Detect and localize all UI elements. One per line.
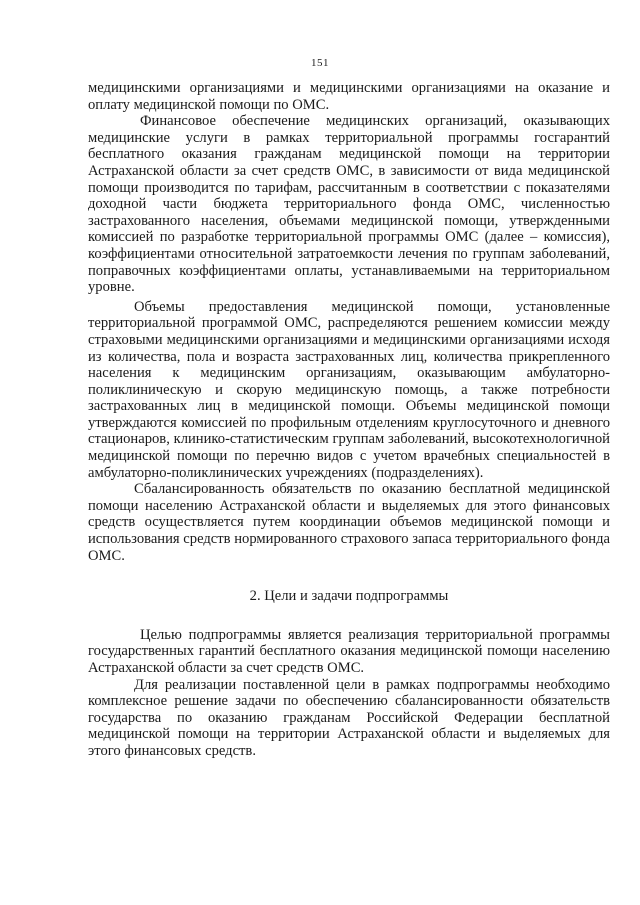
paragraph-volumes: Объемы предоставления медицинской помощи, установленные территориальной программой ОМС, распределяются решением комиссии между страховыми медицинскими организациями и медицинскими организациями исходя из количества, пола и возраста застрахованных лиц, количества прикрепленного населения к медицинским организациям, оказывающим амбулаторно-поликлиническую и скорую медицинскую помощь, а также потребности застрахованных лиц в медицинской помощи. Объемы медицинской помощи утверждаются комиссией по профильным отделениям круглосуточного и дневного стационаров, клинико-статистическим группам заболеваний, высокотехнологичной медицинской помощи по перечню видов с учетом врачебных специальностей в амбулаторно-поликлинических учреждениях (подразделениях). xyxy=(88,298,610,481)
paragraph-financing: Финансовое обеспечение медицинских организаций, оказывающих медицинские услуги в рамках территориальной программы госгарантий бесплатного оказания гражданам медицинской помощи на территории Астраханской области за счет средств ОМС, в зависимости от вида медицинской помощи производится по тарифам, рассчитанным в соответствии с показателями доходной части бюджета территориального фонда ОМС, численностью застрахованного населения, объемами медицинской помощи, утвержденными комиссией по разработке территориальной программы ОМС (далее – комиссия), коэффициентами относительной затратоемкости лечения по группам заболеваний, поправочных коэффициентами оплаты, устанавливаемыми на территориальном уровне. xyxy=(88,113,610,296)
paragraph-tasks: Для реализации поставленной цели в рамках подпрограммы необходимо комплексное решение задачи по обеспечению сбалансированности обязательств государства по оказанию гражданам Российской Федерации бесплатной медицинской помощи на территории Астраханской области и выделяемых для этого финансовых средств. xyxy=(88,676,610,759)
page-number: 151 xyxy=(311,57,329,69)
paragraph-balance: Сбалансированность обязательств по оказанию бесплатной медицинской помощи населению Астраханской области и выделяемых для этого финансовых средств осуществляется путем координации объемов медицинской помощи и использования средств нормированного страхового запаса территориального фонда ОМС. xyxy=(88,481,610,564)
page-body xyxy=(88,80,610,760)
section-title: 2. Цели и задачи подпрограммы xyxy=(249,588,449,605)
paragraph-goal: Целью подпрограммы является реализация территориальной программы государственных гарантий бесплатного оказания медицинской помощи населению Астраханской области за счет средств ОМС. xyxy=(88,626,610,676)
paragraph-continuation: медицинскими организациями и медицинскими организациями на оказание и оплату медицинской помощи по ОМС. xyxy=(88,80,610,113)
